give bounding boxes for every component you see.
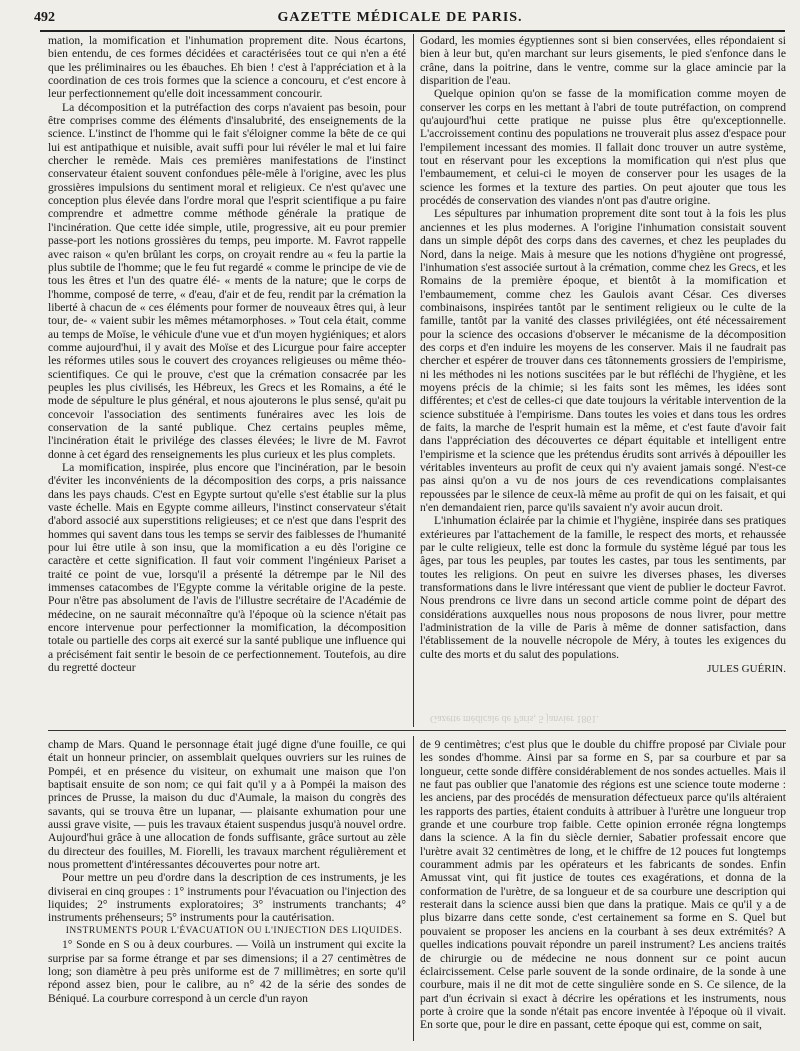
column-divider	[413, 34, 414, 727]
paragraph: Godard, les momies égyptiennes sont si bien conservées, elles répondaient si bien à leur but, qu'en marchant sur leurs gisements, le pied s'enfonce dans le crâne, dans la poitrine, dans le ventre, comme sur la glace amincie par la disparition de l'eau.	[420, 34, 786, 88]
bleed-through-text: Gazette médicale de Paris, 5 janvier 1861.	[430, 713, 599, 724]
page-number: 492	[34, 10, 55, 25]
page-header	[14, 8, 786, 30]
section-rule	[48, 730, 786, 731]
feuilleton-column-right	[420, 738, 786, 1041]
paragraph: La momification, inspirée, plus encore que l'incinération, par le besoin d'éviter les inconvénients de la décomposition des corps, a pris naissance dans les pays chauds. C'est en Egypte surtout qu'elle s'est établie sur la plus vaste échelle. Mais en Egypte comme ailleurs, l'instinct conservateur s'était d'abord associé aux superstitions religieuses; et ce n'est que dans l'esprit des hommes qui savent dans tous les temps se servir des faiblesses de l'humanité pour lui être utile à son insu, que la momification a eu dès l'origine ce caractère et cette signification. Il faut voir comment l'ingénieux Pariset a traité ce point de vue, lorsqu'il a présenté la détrempe par le Nil des immenses catacombes de l'Egypte comme la véritable origine de la peste. Pour n'être pas absolument de l'avis de l'illustre secrétaire de l'Académie de médecine, on ne saurait méconnaître qu'à l'époque où la science n'était pas encore intervenue pour perfectionner la momification, la décomposition totale ou partielle des corps ait exercé sur la santé publique une influence qui a précisément fait sentir le besoin de ce perfectionnement. Toutefois, au dire du regretté docteur	[48, 461, 406, 675]
feuilleton-column-left	[48, 738, 406, 1041]
paragraph: Les sépultures par inhumation proprement dite sont tout à la fois les plus anciennes et les plus modernes. A l'origine l'inhumation consistait souvent dans un simple dépôt des corps dans des cavernes, et chez les peuplades du Nord, dans la neige. Mais à mesure que les notions d'hygiène ont progressé, l'inhumation s'est associée surtout à la crémation, comme chez les Grecs, et les Romains de la première époque, et bientôt à la momification et l'embaumement, comme chez les Gaulois avant César. Ces diverses combinaisons, inspirées tantôt par le sentiment religieux ou le culte de la famille, tantôt par la vanité des classes privilégiées, ont été nécessairement pour la science des occasions d'observer le mécanisme de la décomposition des corps et d'en induire les moyens de les conserver. Mais il ne faudrait pas chercher et espérer de trouver dans ces tâtonnements grossiers de l'empirisme, ni les méthodes ni les notions suscitées par le but réfléchi de l'hygiène, et les moyens précis de la chimie; si les faits sont les mêmes, les idées sont différentes; et c'est de celles-ci que date toujours la véritable intervention de la science substituée à l'empirisme. Dans toutes les voies et dans tous les ordres de faits, la marche de l'esprit humain est la même, et c'est faute d'avoir fait dans l'appréciation des découvertes ce départ équitable et intelligent entre l'empirisme et la science que les prétendus érudits sont arrivés à dépouiller les véritables inventeurs au profit de ceux qui n'y avaient jamais songé. N'est-ce pas ainsi qu'on a vu de nos jours de ces revendications complaisantes repoussées par le silence de ceux-là même au profit de qui on les faisait, et qui n'en demandaient rien, parce qu'ils savaient n'y avoir aucun droit.	[420, 207, 786, 515]
paragraph: L'inhumation éclairée par la chimie et l'hygiène, inspirée dans ses pratiques extérieures par l'attachement de la famille, le respect des morts, et rehaussée par le culte religieux, telle est donc la formule du système légué par tous les âges, par tous les peuples, par toutes les castes, par tous les sentiments, par toutes les religions. On peut en suivre les diverses phases, les diverses transformations dans le livre intéressant que vient de publier le docteur Favrot. Nous prendrons ce livre dans un second article comme point de départ des considérations auxquelles nous nous proposons de nous livrer, pour mettre l'administration de la ville de Paris à même de donner satisfaction, dans l'établissement de la nouvelle nécropole de Méry, à toutes les exigences du culte des morts et du salut des populations.	[420, 514, 786, 661]
section-heading: INSTRUMENTS POUR L'ÉVACUATION OU L'INJECTION DES LIQUIDES.	[65, 925, 403, 936]
paragraph: de 9 centimètres; c'est plus que le double du chiffre proposé par Civiale pour les sondes d'homme. Ainsi par sa forme en S, par sa courbure et par sa longueur, cette sonde diffère considérablement de nos sondes actuelles. Mais il ne faut pas oublier que l'anatomie des régions est une science toute moderne : les anciens, par des procédés de mensuration défectueux parce qu'ils altéraient les rapports des parties, étaient conduits à attribuer à l'urètre une longueur trop grande et une courbure trop faible. Cette opinion erronée régna longtemps dans la science. A la fin du siècle dernier, Sabatier professait encore que l'urètre avait 32 centimètres de long, et le chiffre de 12 pouces fut longtemps couramment admis par les opérateurs et les fabricants de sondes. Enfin Amussat vint, qui fit justice de toutes ces exagérations, et donna de la conformation de l'urètre, de sa longueur et de sa courbure une description qui resterait dans la science aussi bien que dans la pratique. Mais ce qu'il y a de plus bizarre dans cette sonde, c'est certainement sa forme en S. Quel but pouvaient se proposer les anciens en la courbant à ses deux extrémités? A quelles indications pouvait répondre un pareil instrument? Les anciens traités de chirurgie ou de médecine ne nous donnent sur ce point aucun éclaircissement. Celse parle souvent de la sonde ordinaire, de la sonde à une courbure, mais il ne dit mot de cette singulière sonde en S. Ce silence, de la part d'un écrivain si exact à décrire les opérations et les instruments, nous porte à croire que la sonde n'était pas encore inventée à l'époque où il vivait. En sorte que, pour le dire en passant, cette époque qui est, comme on sait,	[420, 738, 786, 1032]
article-column-right	[420, 34, 786, 727]
author-signature: JULES GUÉRIN.	[707, 663, 786, 676]
paragraph: champ de Mars. Quand le personnage était jugé digne d'une fouille, ce qui était un honneur princier, on assemblait quelques ouvriers sur les ruines de Pompéi, et en présence du visiteur, on exhumait une maison que l'on baptisait ensuite de son nom; ce qui fait qu'il y a à Pompéi la maison des princes de Prusse, la maison du duc d'Aumale, la maison du congrès des savants, qui se trouva être un lupanar, — plaisante exhumation pour une aussi grave visite, — puis les travaux étaient suspendus jusqu'à nouvel ordre. Aujourd'hui grâce à une allocation de fonds suffisante, grâce surtout au zèle du directeur des fouilles, M. Fiorelli, les travaux marchent régulièrement et nous promettent d'intéressantes découvertes pour notre art.	[48, 738, 406, 872]
column-divider	[413, 736, 414, 1041]
header-rule	[40, 30, 785, 32]
paragraph: La décomposition et la putréfaction des corps n'avaient pas besoin, pour être comprises comme des éléments d'insalubrité, des enseignements de la science. L'instinct de l'homme qui le fait s'éloigner comme la bête de ce qui lui est antipathique et nuisible, avait suffi pour lui révéler le mal et lui faire chercher le remède. Mais ces premières manifestations de l'instinct conservateur étaient souvent confondues pêle-mêle à l'origine, avec les plus grossières impulsions du sentiment moral et religieux. Ce n'est qu'avec une conception plus élevée dans l'ordre moral que l'esprit scientifique a pu faire comprendre et admettre comme méthode générale la pratique de l'incinération. Que cette idée simple, utile, progressive, ait eu pour premier passe-port les notions grossières du temps, peu importe. M. Favrot rappelle avec raison « qu'en brûlant les corps, on croyait rendre au « feu la partie la plus subtile de l'homme; que le feu fut regardé « comme le principe de vie de tous les êtres et l'un des quatre élé- « ments de la nature; que le corps de l'homme, composé de terre, « d'eau, d'air et de feu, rendit par la crémation la liberté à chacun de « ces éléments pour former de nouveaux êtres qui, à leur tour, de- « vaient subir les mêmes métamorphoses. » Tout cela était, comme au temps de Moïse, le véhicule d'une vue et d'un moyen hygiéniques; et alors comme aujourd'hui, il y avait des Moïse et des Licurgue pour faire accepter les réformes utiles sous le couvert des croyances religieuses ou même théo-scientifiques. Ce qui le prouve, c'est que la crémation consacrée par les peuples les plus civilisés, les Hébreux, les Grecs et les Romains, a été le mode de sépulture le plus général, et nous ajouterons le plus sensé, qu'ait pu concevoir l'association des sentiments funéraires avec les lois de conservation de la santé publique. Chez certains peuples même, l'incinération était le privilége des classes élevées; le livre de M. Favrot donne à cet égard des renseignements les plus curieux et les plus complets.	[48, 100, 406, 461]
paragraph: 1° Sonde en S ou à deux courbures. — Voilà un instrument qui excite la surprise par sa forme étrange et par ses dimensions; il a 27 centimètres de long; son diamètre à peu près uniforme est de 7 millimètres; en sorte qu'il répond assez bien, pour le calibre, au n° 42 de la série des sondes de Béniqué. La courbure correspond à un cercle d'un rayon	[48, 938, 406, 1005]
article-column-left	[48, 34, 406, 727]
journal-title: GAZETTE MÉDICALE DE PARIS.	[277, 10, 523, 25]
paragraph: mation, la momification et l'inhumation proprement dite. Nous écartons, bien entendu, de ces formes décidées et caractérisées tout ce qui n'en a été que les préliminaires ou les ébauches. Eh bien ! c'est à l'appréciation et à la coordination de ces trois formes que la science a concouru, et c'est encore à leur perfectionnement qu'elle doit incessamment concourir.	[48, 34, 406, 101]
paragraph: Pour mettre un peu d'ordre dans la description de ces instruments, je les diviserai en cinq groupes : 1° instruments pour l'évacuation ou l'injection des liquides; 2° instruments exploratoires; 3° instruments tranchants; 4° instruments préhenseurs; 5° instruments pour la cautérisation.	[48, 871, 406, 925]
paragraph: Quelque opinion qu'on se fasse de la momification comme moyen de conserver les corps en les mettant à l'abri de toute putréfaction, on comprend qu'aujourd'hui cette pratique ne puisse plus être qu'exceptionnelle. L'accroissement continu des populations ne trouverait plus assez d'espace pour l'empilement incessant des momies. Il fallait donc trouver un autre système, tout en réservant pour les exceptions la momification qui n'est plus que l'embaumement, et celui-ci le moyen de conserver pour les usages de la science les formes et la texture des parties. On peut ajouter que tous les procédés de conservation des viandes n'ont pas d'autre origine.	[420, 87, 786, 208]
